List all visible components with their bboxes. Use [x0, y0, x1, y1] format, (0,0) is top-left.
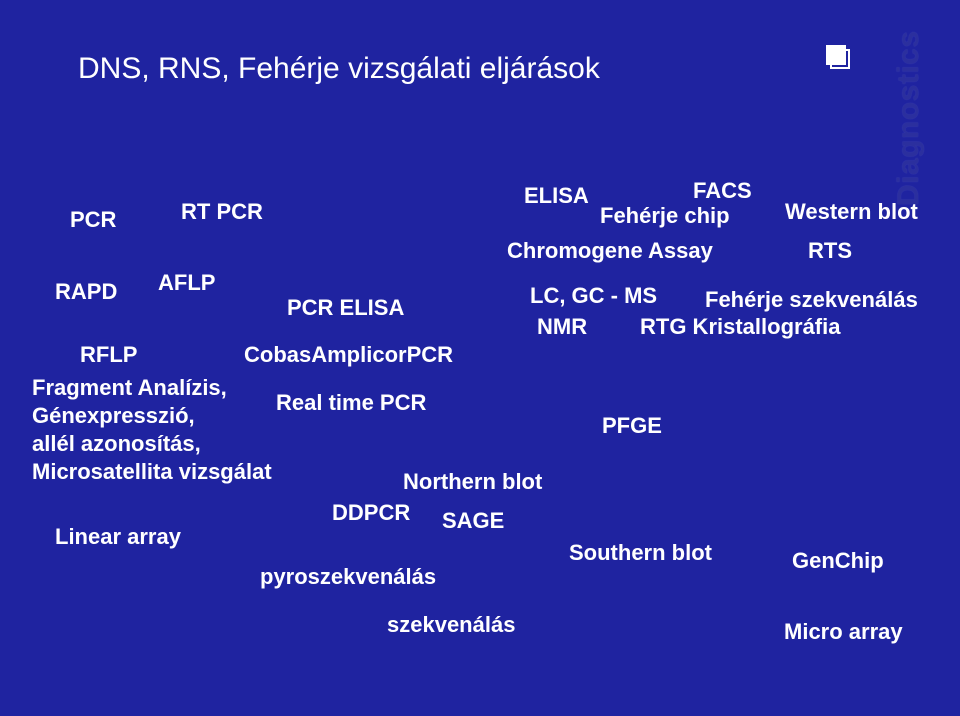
- fragment-line-1: Fragment Analízis,: [32, 375, 227, 400]
- term-szekvenalas: szekvenálás: [387, 612, 516, 637]
- term-northern-blot: Northern blot: [403, 469, 543, 494]
- term-linear-array: Linear array: [55, 524, 181, 549]
- fragment-line-4: Microsatellita vizsgálat: [32, 459, 272, 484]
- term-rtg: RTG Kristallográfia: [640, 314, 841, 339]
- term-sage: SAGE: [442, 508, 505, 533]
- term-genchip: GenChip: [792, 548, 884, 573]
- term-rapd: RAPD: [55, 279, 118, 304]
- term-lc-gc-ms: LC, GC - MS: [530, 283, 658, 308]
- fragment-line-2: Génexpresszió,: [32, 403, 195, 428]
- fragment-line-3: allél azonosítás,: [32, 431, 201, 456]
- term-western-blot: Western blot: [785, 199, 918, 224]
- term-cobas: CobasAmplicorPCR: [244, 342, 454, 367]
- term-nmr: NMR: [537, 314, 588, 339]
- term-aflp: AFLP: [158, 270, 216, 295]
- term-feherje-szekvenalas: Fehérje szekvenálás: [705, 287, 918, 312]
- term-rts: RTS: [808, 238, 852, 263]
- term-pfge: PFGE: [602, 413, 662, 438]
- term-elisa: ELISA: [524, 183, 589, 208]
- diagnostics-side-label: Diagnostics: [892, 30, 925, 206]
- term-facs: FACS: [693, 178, 752, 203]
- square-bullet-icon: [826, 45, 852, 71]
- term-micro-array: Micro array: [784, 619, 903, 644]
- term-pcr: PCR: [70, 207, 117, 232]
- term-ddpcr: DDPCR: [332, 500, 411, 525]
- term-real-time-pcr: Real time PCR: [276, 390, 427, 415]
- slide-title: DNS, RNS, Fehérje vizsgálati eljárások: [78, 52, 600, 85]
- square-bullet-front: [826, 45, 846, 65]
- term-rt-pcr: RT PCR: [181, 199, 263, 224]
- term-chromogene: Chromogene Assay: [507, 238, 713, 263]
- fragment-analysis-block: [32, 374, 272, 486]
- term-pyroszekvenalas: pyroszekvenálás: [260, 564, 437, 589]
- term-rflp: RFLP: [80, 342, 138, 367]
- term-pcr-elisa: PCR ELISA: [287, 295, 405, 320]
- term-feherje-chip: Fehérje chip: [600, 203, 730, 228]
- term-southern-blot: Southern blot: [569, 540, 712, 565]
